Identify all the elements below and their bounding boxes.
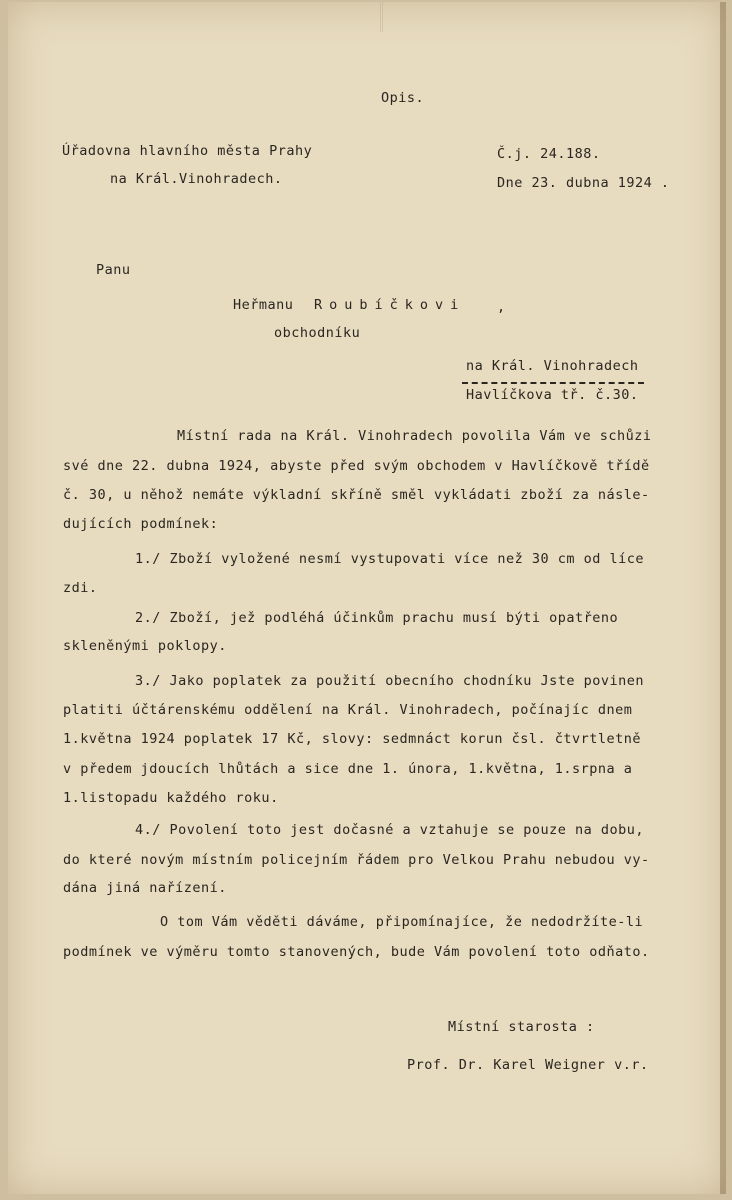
body-line: do které novým místním policejním řádem pro Velkou Prahu nebudou vy- bbox=[63, 852, 650, 868]
body-line: č. 30, u něhož nemáte výkladní skříně směl vykládati zboží za násle- bbox=[63, 487, 650, 503]
body-line: podmínek ve výměru tomto stanovených, bude Vám povolení toto odňato. bbox=[63, 944, 650, 960]
recipient-occupation: obchodníku bbox=[274, 325, 361, 341]
signatory-name: Prof. Dr. Karel Weigner v.r. bbox=[407, 1057, 649, 1073]
body-line: 1./ Zboží vyložené nesmí vystupovati více než 30 cm od líce bbox=[135, 551, 645, 567]
body-line: 1.listopadu každého roku. bbox=[63, 790, 279, 806]
body-line: O tom Vám věděti dáváme, připomínajíce, že nedodržíte-li bbox=[160, 914, 644, 930]
page-edge bbox=[720, 2, 726, 1194]
body-line: 3./ Jako poplatek za použití obecního chodníku Jste povinen bbox=[135, 673, 645, 689]
address-line-1: na Král. Vinohradech bbox=[466, 358, 639, 374]
recipient-first-name: Heřmanu bbox=[233, 297, 294, 313]
signatory-title: Místní starosta : bbox=[448, 1019, 595, 1035]
body-line: dujících podmínek: bbox=[63, 516, 219, 532]
reference-number: Č.j. 24.188. bbox=[497, 146, 601, 162]
body-line: platiti účtárenskému oddělení na Král. Vinohradech, počínajíc dnem bbox=[63, 702, 633, 718]
body-line: 4./ Povolení toto jest dočasné a vztahuje se pouze na dobu, bbox=[135, 822, 645, 838]
body-line: Místní rada na Král. Vinohradech povolila Vám ve schůzi bbox=[177, 428, 652, 444]
fold-mark bbox=[380, 2, 383, 32]
copy-label: Opis. bbox=[381, 90, 425, 106]
recipient-comma: , bbox=[497, 299, 506, 315]
body-line: dána jiná nařízení. bbox=[63, 880, 227, 896]
address-underline bbox=[462, 382, 644, 384]
document-date: Dne 23. dubna 1924 . bbox=[497, 175, 670, 191]
address-line-2: Havlíčkova tř. č.30. bbox=[466, 387, 639, 403]
recipient-surname: Roubíčkovi bbox=[314, 297, 466, 313]
body-line: 1.května 1924 poplatek 17 Kč, slovy: sedmnáct korun čsl. čtvrtletně bbox=[63, 731, 642, 747]
issuer-line-1: Úřadovna hlavního města Prahy bbox=[62, 143, 313, 159]
body-line: své dne 22. dubna 1924, abyste před svým obchodem v Havlíčkově třídě bbox=[63, 458, 650, 474]
body-line: 2./ Zboží, jež podléhá účinkům prachu musí býti opatřeno bbox=[135, 610, 619, 626]
body-line: skleněnými poklopy. bbox=[63, 638, 227, 654]
salutation: Panu bbox=[96, 262, 131, 278]
issuer-line-2: na Král.Vinohradech. bbox=[110, 171, 283, 187]
body-line: v předem jdoucích lhůtách a sice dne 1. února, 1.května, 1.srpna a bbox=[63, 761, 633, 777]
body-line: zdi. bbox=[63, 580, 98, 596]
